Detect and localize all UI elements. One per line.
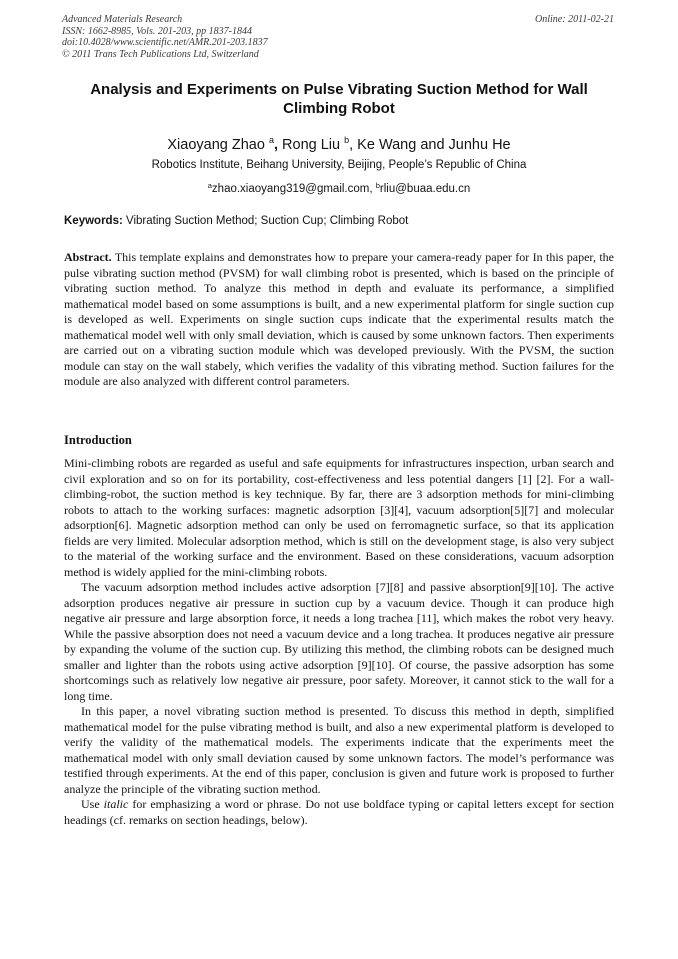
abstract-label: Abstract. xyxy=(64,250,112,264)
affiliation: Robotics Institute, Beihang University, Beijing, People’s Republic of China xyxy=(151,159,527,171)
doi: doi:10.4028/www.scientific.net/AMR.201-203.1837 xyxy=(62,37,268,48)
paragraph: The vacuum adsorption method includes active adsorption [7][8] and passive absorption[9][10]. The active adsorption produces negative air pressure in suction cup by a vacuum device. Though it can produce high negative air pressure and large absorption force, it needs a long trachea [11], which makes the robot very heavy. While the passive absorption does not need a vacuum device and a long trachea. It produces negative air pressure by expanding the volume of the suction cup. By utilizing this method, the climbing robots can be designed much smaller and lighter than the robots using active adsorption [9][10]. Of course, the passive adsorption has some shortcomings such as relatively low negative air pressure, poor safety. Moreover, it cannot stick to the wall for a long time. xyxy=(64,580,614,703)
paragraph: Mini-climbing robots are regarded as useful and safe equipments for infrastructures inspection, urban search and civil exploration and so on for its portability, cost-effectiveness and less potential dangers [1] [2]. For a wall-climbing-robot, the suction method is key technique. By far, there are 3 adsorption methods for mini-climbing robots to attach to the working surfaces: magnetic adsorption [3][4], vacuum adsorption[5][7] and molecular adsorption[6]. Magnetic adsorption method can only be used on ferromagnetic surface, so that its application fields are very limited. Molecular adsorption method, which is still on the development stage, is also very subject to the material of the working surface and the environment. Based on these considerations, vacuum adsorption method is widely applied for the mini-climbing robots. xyxy=(64,456,614,579)
author-separator: , xyxy=(273,137,278,153)
keywords-text: Vibrating Suction Method; Suction Cup; Climbing Robot xyxy=(122,215,409,227)
keywords xyxy=(64,214,614,228)
author-emails xyxy=(64,179,614,196)
journal-name: Advanced Materials Research xyxy=(62,14,183,25)
email-mark: a xyxy=(207,181,212,190)
paragraph-text: for emphasizing a word or phrase. Do not use boldface typing or capital letters except for section headings (cf. remarks on section headings, below). xyxy=(64,797,614,827)
abstract-text: This template explains and demonstrates how to prepare your camera-ready paper for In this paper, the pulse vibrating suction method (PVSM) for wall climbing robot is presented, which is based on the principle of vibrating suction method. To analyze this method in depth and evaluate its performance, a simplified mathematical model based on some assumptions is built, and a new experimental platform for single suction cup is developed as well. Experiments on single suction cups indicate that the experimental results match the mathematical model well with only small deviation, which is caused by some unknown factors. Then experiments are carried out on a vibrating suction module which was developed previously. With the PVSM, the suction module can stay on the wall stabely, which verifies the vadality of this vibrating method. Suction failures for the module are also analyzed with different control parameters. xyxy=(64,250,614,388)
copyright: © 2011 Trans Tech Publications Ltd, Switzerland xyxy=(62,48,259,60)
online-date: Online: 2011-02-21 xyxy=(535,14,614,25)
keywords-label: Keywords: xyxy=(64,215,123,227)
author-name: Rong Liu xyxy=(282,137,341,153)
paper-title: Analysis and Experiments on Pulse Vibrating Suction Method for Wall Climbing Robot xyxy=(90,81,588,117)
issn: ISSN: 1662-8985, Vols. 201-203, pp 1837-1844 xyxy=(62,25,252,37)
paragraph-text: Use xyxy=(81,797,104,811)
author-list xyxy=(64,131,614,154)
email-mark: b xyxy=(375,181,380,190)
paragraph: In this paper, a novel vibrating suction method is presented. To discuss this method in depth, simplified mathematical model for the pulse vibrating method is built, and also a new experimental platform is developed to verify the validity of the mathematical models. The experiments indicate that the experiments meet the mathematical model with only small deviation caused by some unknown factors. The model’s performance was testified through experiments. At the end of this paper, conclusion is given and future work is proposed to further analyze the principle of the vibrating suction method. xyxy=(64,704,614,796)
email-link[interactable]: rliu@buaa.edu.cn xyxy=(379,183,471,195)
author-name: Xiaoyang Zhao xyxy=(167,137,265,153)
abstract xyxy=(64,250,614,390)
paragraph xyxy=(64,797,614,828)
introduction-section xyxy=(64,456,614,828)
email-link[interactable]: zhao.xiaoyang319@gmail.com, xyxy=(211,183,376,195)
journal-header xyxy=(62,14,614,60)
affiliation-mark: b xyxy=(344,135,350,145)
italic-word: italic xyxy=(103,797,129,811)
author-names-rest: , Ke Wang and Junhu He xyxy=(349,137,511,153)
section-heading-introduction: Introduction xyxy=(64,433,132,447)
affiliation-mark: a xyxy=(268,135,274,145)
